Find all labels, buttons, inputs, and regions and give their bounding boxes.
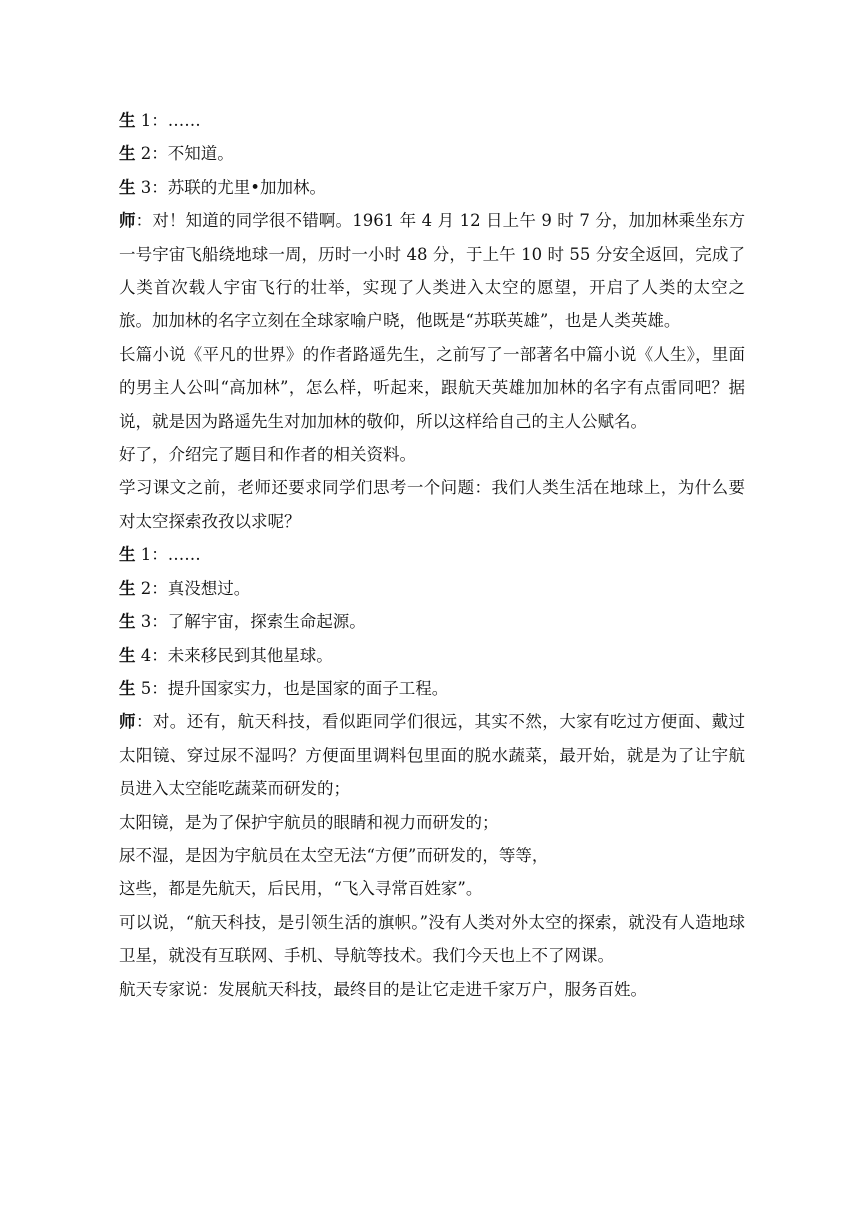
speaker-label: 生 <box>119 111 136 130</box>
speaker-label: 师 <box>119 211 136 231</box>
speaker-label: 生 <box>119 545 136 565</box>
paragraph <box>119 137 745 170</box>
paragraph-text: 1：…… <box>135 545 201 565</box>
paragraph <box>119 438 745 471</box>
paragraph <box>119 906 745 973</box>
paragraph-text: 1：…… <box>135 111 201 130</box>
document-body <box>119 104 745 1006</box>
speaker-label: 生 <box>119 177 136 197</box>
paragraph <box>119 672 745 705</box>
paragraph <box>119 973 745 1006</box>
paragraph <box>119 572 745 605</box>
paragraph-text: 长篇小说《平凡的世界》的作者路遥先生，之前写了一部著名中篇小说《人生》，里面的男主人公叫“高加林”，怎么样，听起来，跟航天英雄加加林的名字有点雷同吧？据说，就是因为路遥先生对加加林的敬仰，所以这样给自己的主人公赋名。 <box>119 344 745 431</box>
paragraph-text: ：对。还有，航天科技，看似距同学们很远，其实不然，大家有吃过方便面、戴过太阳镜、穿过尿不湿吗？方便面里调料包里面的脱水蔬菜，最开始，就是为了让宇航员进入太空能吃蔬菜而研发的； <box>119 712 746 799</box>
paragraph <box>119 839 745 872</box>
paragraph <box>119 639 745 672</box>
paragraph <box>119 872 745 905</box>
paragraph-text: 可以说，“航天科技，是引领生活的旗帜。”没有人类对外太空的探索，就没有人造地球卫星，就没有互联网、手机、导航等技术。我们今天也上不了网课。 <box>119 912 745 966</box>
speaker-label: 师 <box>119 712 136 732</box>
paragraph-text: 3：了解宇宙，探索生命起源。 <box>135 612 366 632</box>
paragraph <box>119 705 745 805</box>
paragraph-text: 2：真没想过。 <box>135 578 251 598</box>
paragraph-text: ：对！知道的同学很不错啊。1961 年 4 月 12 日上午 9 时 7 分，加加林乘坐东方一号宇宙飞船绕地球一周，历时一小时 48 分，于上午 10 时 55 分安全返回，完成了人类首次载人宇宙飞行的壮举，实现了人类进入太空的愿望，开启了人类的太空之旅。加加林的名字立刻在全球家喻户晓，他既是“苏联英雄”，也是人类英雄。 <box>119 211 746 331</box>
paragraph-text: 5：提升国家实力，也是国家的面子工程。 <box>135 678 449 698</box>
paragraph-text: 航天专家说：发展航天科技，最终目的是让它走进千家万户，服务百姓。 <box>119 979 647 999</box>
speaker-label: 生 <box>119 144 136 164</box>
paragraph <box>119 806 745 839</box>
paragraph-text: 尿不湿，是因为宇航员在太空无法“方便”而研发的，等等， <box>119 845 549 865</box>
speaker-label: 生 <box>119 678 136 698</box>
paragraph <box>119 171 745 204</box>
paragraph-text: 4：未来移民到其他星球。 <box>135 645 333 665</box>
paragraph-text: 学习课文之前，老师还要求同学们思考一个问题：我们人类生活在地球上，为什么要对太空探索孜孜以求呢？ <box>119 478 745 531</box>
paragraph <box>119 538 745 571</box>
paragraph <box>119 471 745 538</box>
paragraph <box>119 204 745 338</box>
paragraph <box>119 605 745 638</box>
speaker-label: 生 <box>119 612 136 632</box>
paragraph-text: 好了，介绍完了题目和作者的相关资料。 <box>119 445 416 465</box>
paragraph-text: 太阳镜，是为了保护宇航员的眼睛和视力而研发的； <box>119 812 499 832</box>
paragraph-text: 这些，都是先航天，后民用，“飞入寻常百姓家”。 <box>119 879 483 899</box>
paragraph <box>119 338 745 438</box>
paragraph <box>119 104 745 137</box>
speaker-label: 生 <box>119 645 136 665</box>
speaker-label: 生 <box>119 578 136 598</box>
paragraph-text: 2：不知道。 <box>135 144 234 164</box>
paragraph-text: 3：苏联的尤里•加加林。 <box>135 177 326 197</box>
